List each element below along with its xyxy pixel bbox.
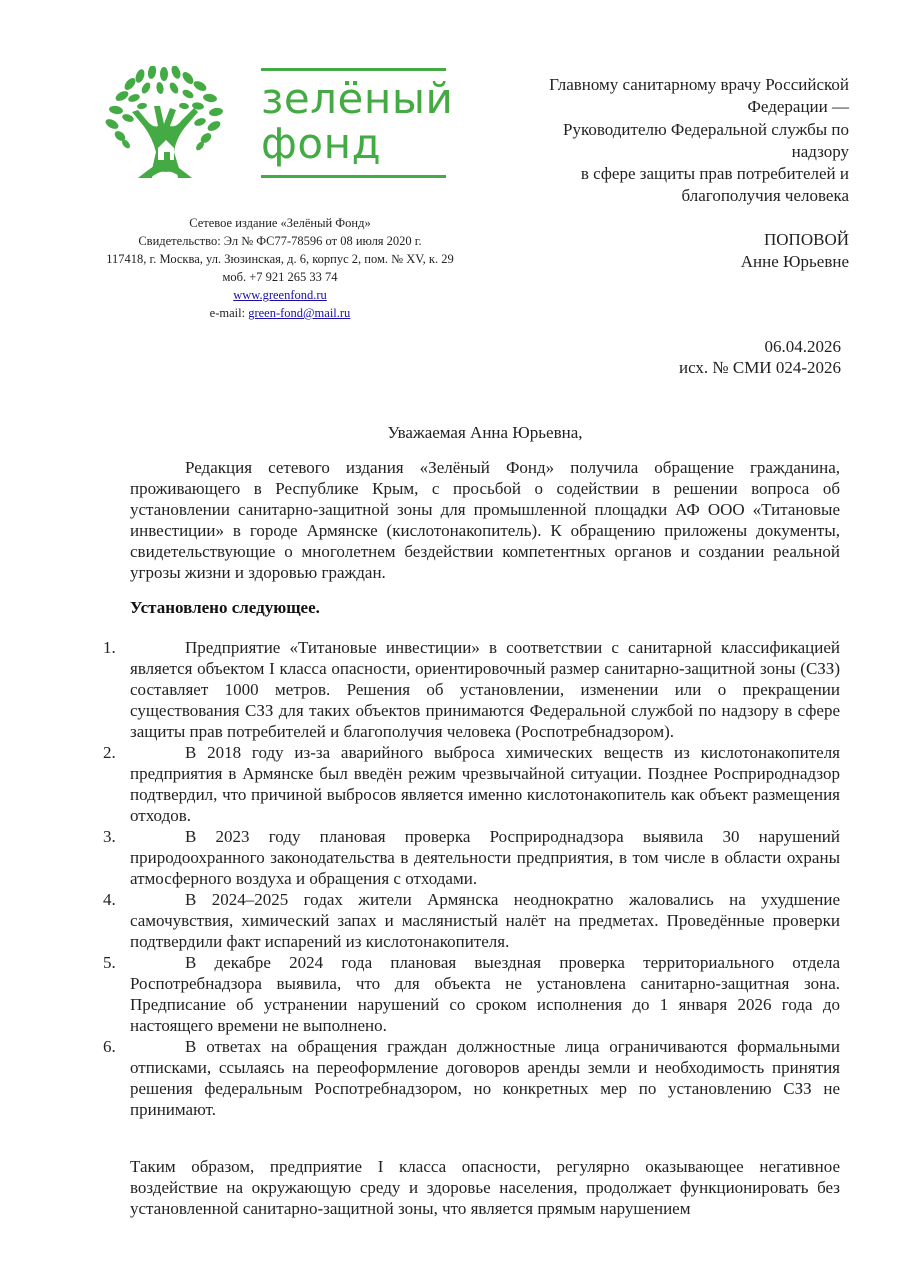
addressee-line: надзору <box>791 141 849 161</box>
addressee-line: в сфере защиты прав потребителей и <box>580 164 849 184</box>
list-item-text: В 2023 году плановая проверка Росприроднадзора выявила 30 нарушений природоохранного законодательства в деятельности предприятия, в том числе в области охраны атмосферного воздуха и обращения с отходами. <box>130 827 840 888</box>
publisher-info <box>70 214 490 322</box>
logo-text-line2: фонд <box>261 119 382 168</box>
email-link[interactable]: green-fond@mail.ru <box>248 306 351 320</box>
outgoing-ref-number: исх. № СМИ 024-2026 <box>678 358 841 377</box>
list-item-number: 2. <box>103 743 116 762</box>
tree-with-house-icon <box>102 66 226 178</box>
list-item-text: В 2018 году из-за аварийного выброса химических веществ из кислотонакопителя предприятия в Армянске был введён режим чрезвычайной ситуации. Позднее Росприроднадзор подтвердил, что причиной выбросов является именно кислотонакопитель как объект размещения отходов. <box>130 743 840 825</box>
findings-heading: Установлено следующее. <box>130 598 320 617</box>
publisher-address: 117418, г. Москва, ул. Зюзинская, д. 6, корпус 2, пом. № XV, к. 29 <box>106 252 454 266</box>
addressee-line: Руководителю Федеральной службы по <box>563 119 849 139</box>
list-item <box>103 826 840 889</box>
addressee-line: Главному санитарному врачу Российской <box>549 75 849 94</box>
list-item-number: 6. <box>103 1037 116 1056</box>
logo-top-rule <box>261 68 446 71</box>
date-reference-block <box>541 336 841 378</box>
addressee-block <box>469 74 849 273</box>
list-item-number: 5. <box>103 953 116 972</box>
addressee-name: Анне Юрьевне <box>740 252 849 272</box>
list-item <box>103 1036 840 1120</box>
salutation: Уважаемая Анна Юрьевна, <box>387 423 583 442</box>
intro-paragraph: Редакция сетевого издания «Зелёный Фонд» получила обращение гражданина, проживающего в Республике Крым, с просьбой о содействии в решении вопроса об установлении санитарно-защитной зоны для промышленной площадки АФ ООО «Титановые инвестиции» в городе Армянске (кислотонакопитель). К обращению приложены документы, свидетельствующие о многолетнем бездействии компетентных органов и создании реальной угрозы жизни и здоровью граждан. <box>130 458 840 582</box>
list-item-text: В ответах на обращения граждан должностные лица ограничиваются формальными отписками, ссылаясь на переоформление договоров аренды земли и необходимость принятия решения федеральным Роспотребнадзором, но конкретных мер по установлению СЗЗ не принимают. <box>130 1037 840 1119</box>
list-item-text: В 2024–2025 годах жители Армянска неоднократно жаловались на ухудшение самочувствия, химический запах и маслянистый налёт на предметах. Проведённые проверки подтвердили факт испарений из кислотонакопителя. <box>130 890 840 951</box>
findings-list <box>103 637 840 1120</box>
list-item-number: 4. <box>103 890 116 909</box>
list-item <box>103 637 840 742</box>
logo-wordmark <box>261 68 454 180</box>
publisher-name: Сетевое издание «Зелёный Фонд» <box>189 216 371 230</box>
list-item <box>103 889 840 952</box>
list-item <box>103 742 840 826</box>
addressee-surname: ПОПОВОЙ <box>764 229 849 249</box>
list-item-number: 3. <box>103 827 116 846</box>
addressee-line: Федерации — <box>747 97 849 117</box>
conclusion-paragraph: Таким образом, предприятие I класса опасности, регулярно оказывающее негативное воздействие на окружающую среду и здоровье населения, продолжает функционировать без установленной санитарно-защитной зоны, что является прямым нарушением <box>130 1157 840 1218</box>
letter-date: 06.04.2026 <box>764 337 841 356</box>
list-item-text: В декабре 2024 года плановая выездная проверка территориального отдела Роспотребнадзора выявила, что для объекта не установлена санитарно-защитная зона. Предписание об устранении нарушений со сроком исполнения до 1 января 2026 года до настоящего времени не выполнено. <box>130 953 840 1035</box>
logo-text-line1: зелёный <box>261 74 454 123</box>
logo-bottom-rule <box>261 175 446 178</box>
publisher-certificate: Свидетельство: Эл № ФС77-78596 от 08 июля 2020 г. <box>138 234 422 248</box>
publisher-phone: моб. +7 921 265 33 74 <box>222 270 338 284</box>
email-row <box>70 304 490 322</box>
list-item-text: Предприятие «Титановые инвестиции» в соответствии с санитарной классификацией является объектом I класса опасности, ориентировочный размер санитарно-защитной зоны (СЗЗ) составляет 1000 метров. Решения об установлении, изменении или о прекращении существования СЗЗ для таких объектов принимаются Федеральной службой по надзору в сфере защиты прав потребителей и благополучия человека (Роспотребнадзором). <box>130 638 840 741</box>
website-link[interactable]: www.greenfond.ru <box>233 288 327 302</box>
list-item <box>103 952 840 1036</box>
addressee-line: благополучия человека <box>681 186 849 206</box>
list-item-number: 1. <box>103 638 116 657</box>
email-label: e-mail: <box>209 306 249 320</box>
